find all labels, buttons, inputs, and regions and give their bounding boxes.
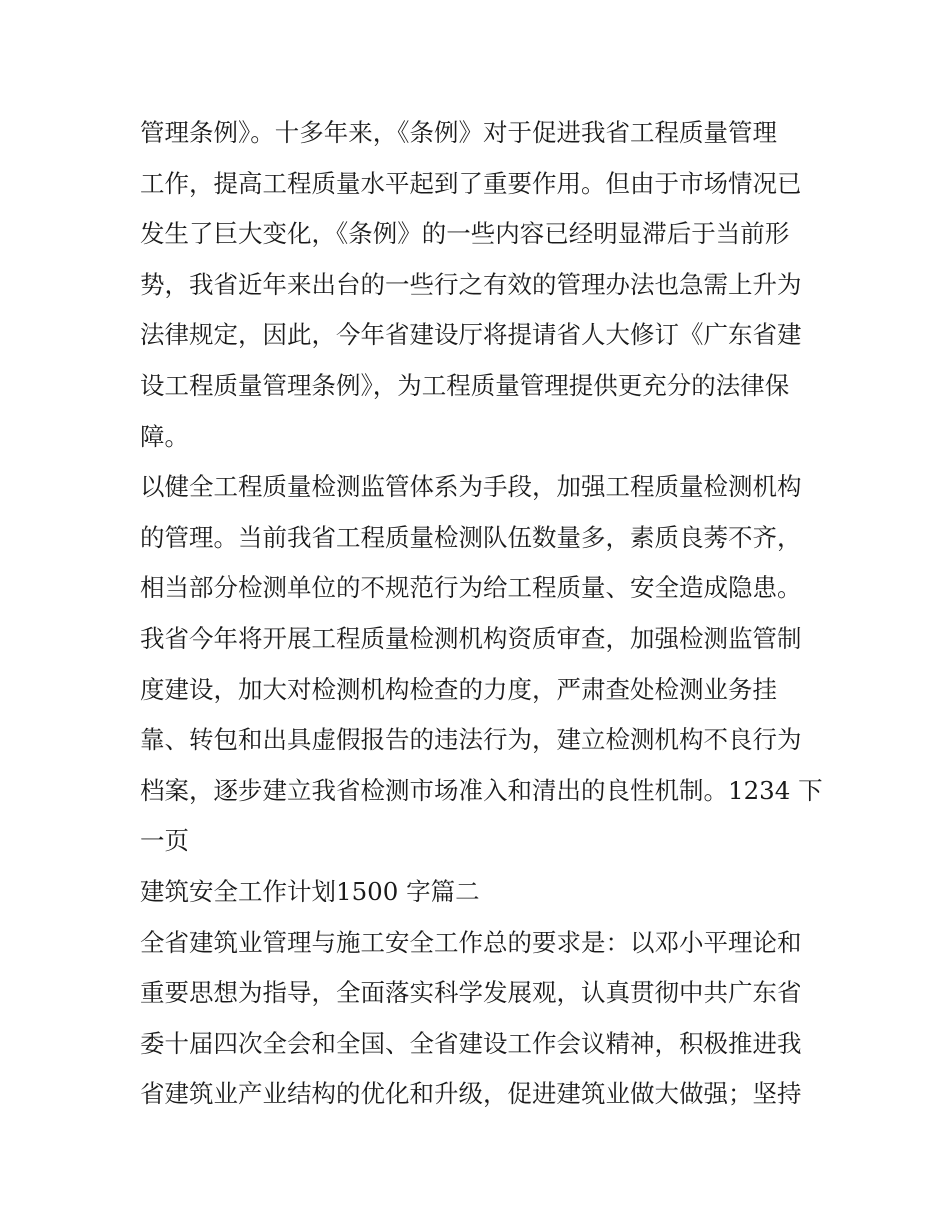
text-line: 的管理。当前我省工程质量检测队伍数量多，素质良莠不齐， xyxy=(140,522,802,552)
text-line: 工作，提高工程质量水平起到了重要作用。但由于市场情况已 xyxy=(140,168,802,198)
text-line: 度建设，加大对检测机构检查的力度，严肃查处检测业务挂 xyxy=(140,674,777,704)
text-line: 重要思想为指导，全面落实科学发展观，认真贯彻中共广东省 xyxy=(140,978,802,1008)
section-heading: 建筑安全工作计划1500 字篇二 xyxy=(140,876,480,906)
text-line: 发生了巨大变化，《条例》的一些内容已经明显滞后于当前形 xyxy=(140,219,790,249)
text-line: 省建筑业产业结构的优化和升级，促进建筑业做大做强；坚持 xyxy=(140,1079,802,1109)
text-line: 我省今年将开展工程质量检测机构资质审查，加强检测监管制 xyxy=(140,623,802,653)
text-line: 档案，逐步建立我省检测市场准入和清出的良性机制。1234 下 xyxy=(140,775,823,805)
document-body xyxy=(140,108,823,1120)
text-line: 设工程质量管理条例》，为工程质量管理提供更充分的法律保 xyxy=(140,370,790,400)
text-line: 障。 xyxy=(140,421,189,451)
text-line: 靠、转包和出具虚假报告的违法行为，建立检测机构不良行为 xyxy=(140,725,802,755)
text-line: 管理条例》。十多年来，《条例》对于促进我省工程质量管理 xyxy=(140,118,777,147)
text-line: 全省建筑业管理与施工安全工作总的要求是：以邓小平理论和 xyxy=(140,927,802,957)
next-page-text: 一页 xyxy=(140,826,189,856)
text-line: 相当部分检测单位的不规范行为给工程质量、安全造成隐患。 xyxy=(140,573,802,603)
text-line: 法律规定，因此，今年省建设厅将提请省人大修订《广东省建 xyxy=(140,320,802,350)
text-line: 委十届四次全会和全国、全省建设工作会议精神，积极推进我 xyxy=(140,1028,802,1058)
text-line: 势，我省近年来出台的一些行之有效的管理办法也急需上升为 xyxy=(140,269,802,299)
text-line: 以健全工程质量检测监管体系为手段，加强工程质量检测机构 xyxy=(140,472,802,502)
